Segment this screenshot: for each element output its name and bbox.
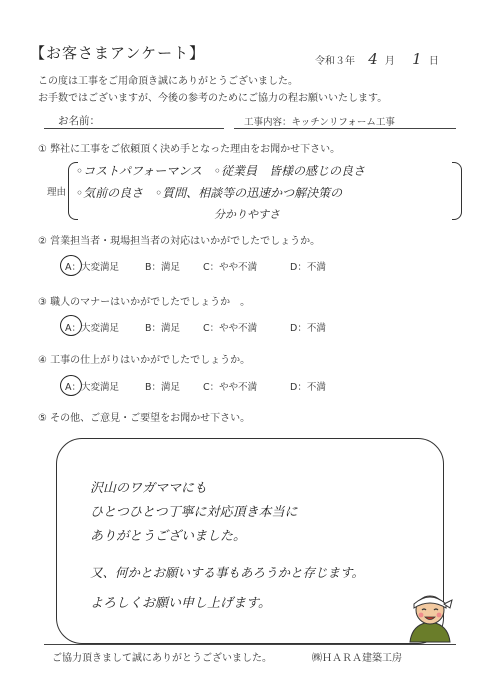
date-era-year: 令和３年	[315, 56, 355, 67]
q3-option-d[interactable]: D：不満	[290, 323, 326, 334]
date-day: 1	[412, 50, 422, 68]
carpenter-mascot-icon	[400, 584, 460, 644]
q1-question: ① 弊社に工事をご依頼頂く決め手となった理由をお聞かせ下さい。	[38, 144, 341, 155]
comment-line-4: 又、何かとお願いする事もあろうかと存じます。	[90, 565, 365, 580]
q3-question: ③ 職人のマナーはいかがでしたでしょうか 。	[38, 297, 251, 308]
q4-option-b[interactable]: B：満足	[145, 382, 181, 393]
q4-option-d[interactable]: D：不満	[290, 382, 326, 393]
q4-option-a[interactable]: A：大変満足	[65, 382, 119, 393]
q5-question: ⑤ その他、ご意見・ご要望をお聞かせ下さい。	[38, 413, 251, 424]
q1-bracket-right	[452, 162, 462, 220]
comment-line-2: ひとつひとつ丁寧に対応頂き本当に	[90, 505, 298, 520]
intro-line-2: お手数ではございますが、今後の参考のためにご協力の程お願いいたします。	[38, 93, 388, 104]
intro-line-1: この度は工事をご用命頂き誠にありがとうございました。	[38, 76, 298, 87]
q3-option-b[interactable]: B：満足	[145, 323, 181, 334]
customer-name-label: お名前：	[58, 115, 100, 127]
q2-question: ② 営業担当者・現場担当者の対応はいかがでしたでしょうか。	[38, 236, 321, 247]
q4-question: ④ 工事の仕上がりはいかがでしたでしょうか。	[38, 355, 251, 366]
customer-name-underline	[44, 128, 224, 129]
q1-answer-line-3: 分かりやすさ	[214, 208, 280, 221]
comment-line-5: よろしくお願い申し上げます。	[90, 596, 271, 611]
q2-option-d[interactable]: D：不満	[290, 262, 326, 273]
q2-option-b[interactable]: B：満足	[145, 262, 181, 273]
q1-answer-line-1: ◦コストパフォーマンス ◦従業員 皆様の感じの良さ	[76, 164, 365, 178]
q1-reason-label: 理由	[47, 187, 67, 198]
date-month: 4	[368, 50, 378, 68]
footer-thanks: ご協力頂きまして誠にありがとうございました。	[52, 653, 272, 664]
work-content-underline	[234, 128, 456, 129]
footer-company: ㈱ＨＡＲＡ建築工房	[312, 653, 402, 664]
date-day-unit: 日	[428, 56, 439, 67]
q3-option-c[interactable]: C：やや不満	[203, 323, 258, 334]
survey-date	[315, 50, 439, 68]
work-content-label: 工事内容：キッチンリフォーム工事	[244, 117, 395, 128]
q3-option-a[interactable]: A：大変満足	[65, 323, 119, 334]
survey-title: 【お客さまアンケート】	[30, 44, 206, 62]
footer-divider	[44, 644, 456, 645]
q2-option-a[interactable]: A：大変満足	[65, 262, 119, 273]
date-month-unit: 月	[384, 56, 395, 67]
q2-option-c[interactable]: C：やや不満	[203, 262, 258, 273]
q4-option-c[interactable]: C：やや不満	[203, 382, 258, 393]
comment-line-3: ありがとうございました。	[90, 529, 247, 544]
comment-line-1: 沢山のワガママにも	[90, 481, 208, 496]
q1-answer-line-2: ◦気前の良さ ◦質問、相談等の迅速かつ解決策の	[76, 186, 343, 200]
